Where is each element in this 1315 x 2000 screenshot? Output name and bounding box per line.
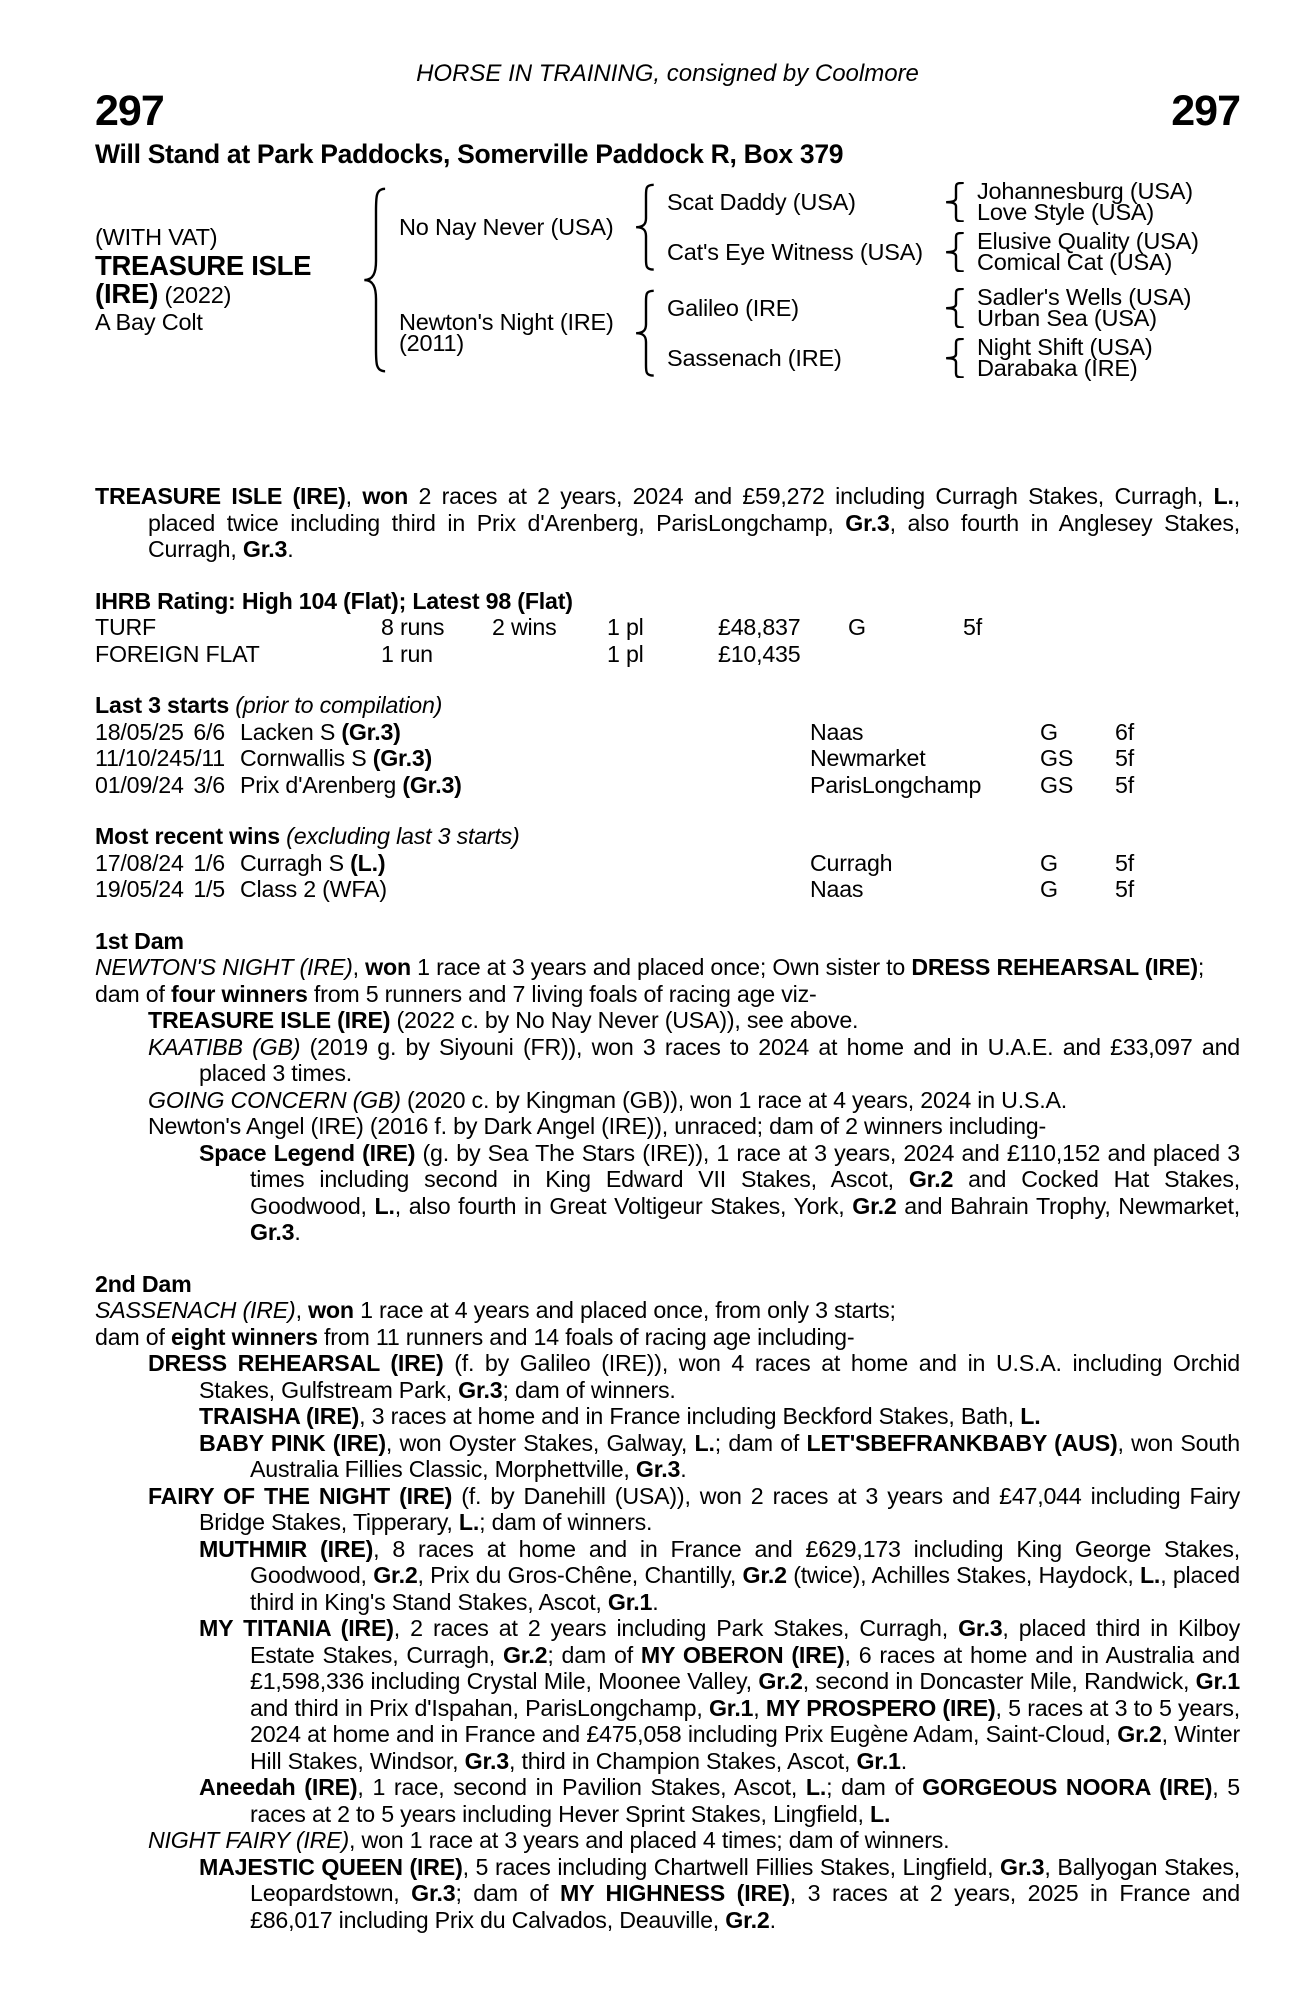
brace-icon (363, 181, 389, 379)
race-going: G (1040, 876, 1058, 902)
race-distance: 5f (1115, 876, 1134, 902)
stats-runs: 8 runs (381, 614, 445, 640)
pedigree-paragraph: KAATIBB (GB) (2019 g. by Siyouni (FR)), won 3 races to 2024 at home and in U.A.E. and £33,097 and placed 3 times. (148, 1033, 1240, 1086)
pedigree-paragraph: TRAISHA (IRE), 3 races at home and in France including Beckford Stakes, Bath, L. (199, 1403, 1041, 1429)
great-grandparent-name: Comical Cat (USA) (977, 249, 1173, 275)
horse-suffix-year (95, 280, 363, 309)
last-starts-heading (95, 692, 1240, 719)
stats-going: G (848, 614, 866, 640)
race-record-section (95, 483, 1240, 1933)
race-distance: 6f (1115, 718, 1134, 745)
first-dam-heading: 1st Dam (95, 927, 184, 954)
stats-places: 1 pl (607, 640, 644, 667)
pedigree-paragraph: Newton's Angel (IRE) (2016 f. by Dark Angel (IRE)), unraced; dam of 2 winners including- (148, 1113, 1046, 1139)
race-position: 1/5 (193, 876, 225, 902)
stats-surface: FOREIGN FLAT (95, 640, 260, 667)
race-name: Class 2 (WFA) (240, 876, 387, 902)
brace-icon (945, 337, 967, 379)
race-position: 3/6 (193, 771, 225, 798)
recent-wins-table (95, 850, 1240, 903)
pedigree-paragraph: NEWTON'S NIGHT (IRE), won 1 race at 3 years and placed once; Own sister to DRESS REHEARSAL (IRE); (95, 954, 1205, 980)
horse-description: A Bay Colt (95, 309, 203, 335)
race-name: Curragh S (L.) (240, 849, 386, 876)
brace-icon (635, 287, 657, 379)
stats-earnings: £10,435 (718, 640, 801, 667)
brace-icon (945, 287, 967, 329)
race-date: 17/08/24 (95, 849, 184, 876)
pedigree-paragraph: TREASURE ISLE (IRE) (2022 c. by No Nay Never (USA)), see above. (148, 1007, 859, 1033)
last-starts-title: Last 3 starts (95, 692, 230, 718)
horse-birth-year: (2022) (158, 282, 232, 308)
race-going: GS (1040, 771, 1074, 798)
recent-wins-note: (excluding last 3 starts) (286, 823, 520, 849)
race-summary-paragraph: TREASURE ISLE (IRE), won 2 races at 2 years, 2024 and £59,272 including Curragh Stakes, Curragh, L., placed twice including third in Prix d'Arenberg, ParisLongchamp, Gr.3, also fourth in Anglesey Stakes, Curragh, Gr.3. (95, 483, 1240, 562)
last-starts-note: (prior to compilation) (235, 692, 443, 718)
second-dam-heading: 2nd Dam (95, 1270, 192, 1297)
recent-wins-title: Most recent wins (95, 823, 280, 849)
pedigree-paragraph: FAIRY OF THE NIGHT (IRE) (f. by Danehill (USA)), won 2 races at 3 years and £47,044 including Fairy Bridge Stakes, Tipperary, L.; dam of winners. (148, 1482, 1241, 1535)
race-going: G (1040, 718, 1058, 745)
dam-name (389, 309, 635, 356)
pedigree-paragraph: DRESS REHEARSAL (IRE) (f. by Galileo (IRE)), won 4 races at home and in U.S.A. including Orchid Stakes, Gulfstream Park, Gr.3; dam of winners. (148, 1350, 1240, 1403)
great-grandparent-name: Love Style (USA) (977, 199, 1155, 225)
stats-surface: TURF (95, 614, 157, 640)
great-grandparent-name: Elusive Quality (USA) (977, 228, 1199, 254)
grandsire-name: Scat Daddy (USA) (667, 188, 856, 215)
race-course: Naas (810, 876, 864, 902)
stats-runs: 1 run (381, 640, 433, 667)
great-grandparent-name: Sadler's Wells (USA) (977, 284, 1192, 310)
great-grandparent-name: Darabaka (IRE) (977, 355, 1138, 381)
recent-wins-section (95, 823, 1240, 903)
pedigree-paragraph: GOING CONCERN (GB) (2020 c. by Kingman (GB)), won 1 race at 4 years, 2024 in U.S.A. (148, 1086, 1067, 1113)
lot-number-right: 297 (1171, 87, 1240, 135)
race-course: Curragh (810, 849, 893, 876)
recent-wins-heading (95, 823, 1240, 850)
lot-number-left: 297 (95, 87, 164, 135)
race-position: 1/6 (193, 849, 225, 876)
stats-earnings: £48,837 (718, 614, 801, 640)
race-going: GS (1040, 745, 1074, 771)
race-name: Lacken S (Gr.3) (240, 718, 401, 745)
race-going: G (1040, 849, 1058, 876)
granddam-name: Sassenach (IRE) (667, 344, 842, 371)
stats-going (848, 641, 963, 668)
pedigree-paragraph: Space Legend (IRE) (g. by Sea The Stars (IRE)), 1 race at 3 years, 2024 and £110,152 and placed 3 times including second in King Edward VII Stakes, Ascot, Gr.2 and Cocked Hat Stakes, Goodwood, L., also fourth in Great Voltigeur Stakes, York, Gr.2 and Bahrain Trophy, Newmarket, Gr.3. (199, 1139, 1241, 1245)
dam-year: (2011) (399, 330, 464, 356)
second-dam-section (95, 1271, 1240, 1934)
race-course: ParisLongchamp (810, 771, 982, 798)
last-starts-table (95, 719, 1240, 799)
race-date: 11/10/24 (95, 745, 182, 771)
lot-number-row (95, 88, 1240, 134)
stats-distance: 5f (963, 614, 982, 640)
sire-name: No Nay Never (USA) (399, 213, 614, 240)
pedigree-paragraph: SASSENACH (IRE), won 1 race at 4 years and placed once, from only 3 starts; (95, 1297, 896, 1323)
race-course: Naas (810, 718, 864, 745)
great-grandparent-name: Johannesburg (USA) (977, 178, 1193, 204)
dam-name-line1: Newton's Night (IRE) (399, 309, 614, 335)
pedigree-paragraph: MY TITANIA (IRE), 2 races at 2 years including Park Stakes, Curragh, Gr.3, placed third in Kilboy Estate Stakes, Curragh, Gr.2; dam of MY OBERON (IRE), 6 races at home and in Australia and £1,598,336 including Crystal Mile, Moonee Valley, Gr.2, second in Doncaster Mile, Randwick, Gr.1 and third in Prix d'Ispahan, ParisLongchamp, Gr.1, MY PROSPERO (IRE), 5 races at 3 to 5 years, 2024 at home and in France and £475,058 including Prix Eugène Adam, Saint-Cloud, Gr.2, Winter Hill Stakes, Windsor, Gr.3, third in Champion Stakes, Ascot, Gr.1. (199, 1615, 1241, 1774)
last-starts-section (95, 692, 1240, 798)
race-distance: 5f (1115, 771, 1134, 798)
pedigree-paragraph: MUTHMIR (IRE), 8 races at home and in France and £629,173 including King George Stakes, Goodwood, Gr.2, Prix du Gros-Chêne, Chantilly, Gr.2 (twice), Achilles Stakes, Haydock, L., placed third in King's Stand Stakes, Ascot, Gr.1. (199, 1535, 1240, 1615)
race-distance: 5f (1115, 745, 1134, 771)
race-distance: 5f (1115, 849, 1134, 876)
pedigree-paragraph: dam of eight winners from 11 runners and 14 foals of racing age including- (95, 1323, 855, 1350)
race-date: 18/05/25 (95, 718, 184, 745)
brace-icon (635, 181, 657, 273)
stand-location-line: Will Stand at Park Paddocks, Somerville Paddock R, Box 379 (95, 139, 844, 169)
brace-icon (945, 181, 967, 223)
race-name: Cornwallis S (Gr.3) (240, 745, 433, 771)
great-grandparent-name: Night Shift (USA) (977, 334, 1153, 360)
stats-wins: 2 wins (492, 614, 557, 640)
race-course: Newmarket (810, 745, 926, 771)
race-position: 5/11 (182, 745, 225, 771)
pedigree-paragraph: dam of four winners from 5 runners and 7 living foals of racing age viz- (95, 980, 817, 1007)
horse-summary-block (95, 224, 363, 336)
pedigree-table (95, 178, 1240, 381)
grandsire-name: Galileo (IRE) (667, 294, 799, 321)
pedigree-paragraph: BABY PINK (IRE), won Oyster Stakes, Galway, L.; dam of LET'SBEFRANKBABY (AUS), won South Australia Fillies Classic, Morphettville, Gr.3. (199, 1429, 1240, 1482)
pedigree-paragraph: Aneedah (IRE), 1 race, second in Pavilion Stakes, Ascot, L.; dam of GORGEOUS NOORA (IRE), 5 races at 2 to 5 years including Hever Sprint Stakes, Lingfield, L. (199, 1774, 1240, 1827)
rating-line: IHRB Rating: High 104 (Flat); Latest 98 (Flat) (95, 587, 573, 614)
race-position: 6/6 (193, 718, 225, 745)
first-dam-section (95, 928, 1240, 1246)
pedigree-paragraph: MAJESTIC QUEEN (IRE), 5 races including Chartwell Fillies Stakes, Lingfield, Gr.3, Ballyogan Stakes, Leopardstown, Gr.3; dam of MY HIGHNESS (IRE), 3 races at 2 years, 2025 in France and £86,017 including Prix du Calvados, Deauville, Gr.2. (199, 1853, 1240, 1933)
race-date: 19/05/24 (95, 876, 184, 902)
stats-places: 1 pl (607, 614, 644, 640)
granddam-name: Cat's Eye Witness (USA) (667, 238, 923, 265)
pedigree-paragraph: NIGHT FAIRY (IRE), won 1 race at 3 years and placed 4 times; dam of winners. (148, 1827, 950, 1853)
horse-name: TREASURE ISLE (95, 250, 312, 281)
great-grandparent-name: Urban Sea (USA) (977, 305, 1157, 331)
stats-wins (492, 641, 607, 668)
vat-note: (WITH VAT) (95, 224, 218, 250)
consignor-line: HORSE IN TRAINING, consigned by Coolmore (416, 60, 919, 87)
horse-country-suffix: (IRE) (95, 278, 159, 309)
brace-icon (945, 231, 967, 273)
race-date: 01/09/24 (95, 771, 184, 798)
race-name: Prix d'Arenberg (Gr.3) (240, 771, 462, 798)
stats-distance (963, 641, 1240, 668)
race-stats-table (95, 614, 1240, 667)
